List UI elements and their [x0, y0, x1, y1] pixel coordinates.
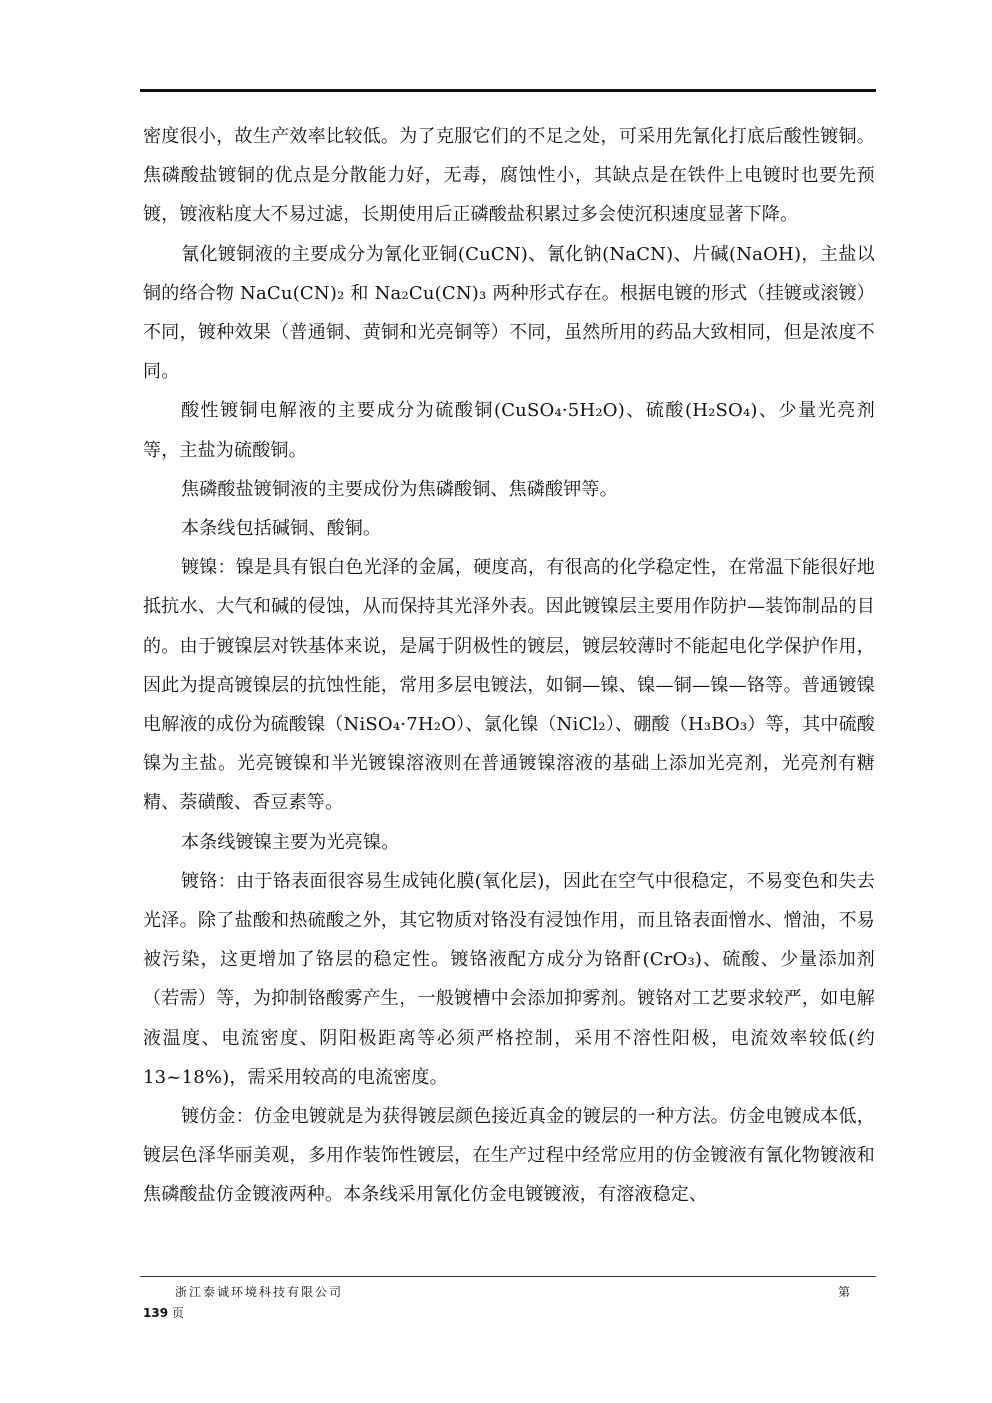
footer-page-prefix: 第 [838, 1285, 851, 1299]
paragraph: 镀镍：镍是具有银白色光泽的金属，硬度高，有很高的化学稳定性，在常温下能很好地抵抗水、大气和碱的侵蚀，从而保持其光泽外表。因此镀镍层主要用作防护—装饰制品的目的。由于镀镍层对铁基体来说，是属于阴极性的镀层，镀层较薄时不能起电化学保护作用，因此为提高镀镍层的抗蚀性能，常用多层电镀法，如铜—镍、镍—铜—镍—铬等。普通镀镍电解液的成份为硫酸镍（NiSO₄·7H₂O）、氯化镍（NiCl₂）、硼酸（H₃BO₃）等，其中硫酸镍为主盐。光亮镀镍和半光镀镍溶液则在普通镀镍溶液的基础上添加光亮剂，光亮剂有糖精、萘磺酸、香豆素等。 [143, 557, 875, 814]
paragraph: 氰化镀铜液的主要成分为氰化亚铜(CuCN)、氰化钠(NaCN)、片碱(NaOH)，主盐以铜的络合物 NaCu(CN)₂ 和 Na₂Cu(CN)₃ 两种形式存在。根据电镀的形式（挂镀或滚镀）不同，镀种效果（普通铜、黄铜和光亮铜等）不同，虽然所用的药品大致相同，但是浓度不同。 [143, 243, 875, 383]
paragraph: 密度很小，故生产效率比较低。为了克服它们的不足之处，可采用先氰化打底后酸性镀铜。焦磷酸盐镀铜的优点是分散能力好，无毒，腐蚀性小，其缺点是在铁件上电镀时也要先预镀，镀液粘度大不易过滤，长期使用后正磷酸盐积累过多会使沉积速度显著下降。 [143, 126, 875, 226]
paragraph: 焦磷酸盐镀铜液的主要成份为焦磷酸铜、焦磷酸钾等。 [181, 478, 618, 500]
paragraph: 酸性镀铜电解液的主要成分为硫酸铜(CuSO₄·5H₂O)、硫酸(H₂SO₄)、少量光亮剂等，主盐为硫酸铜。 [143, 400, 875, 461]
paragraph: 镀仿金：仿金电镀就是为获得镀层颜色接近真金的镀层的一种方法。仿金电镀成本低，镀层色泽华丽美观，多用作装饰性镀层，在生产过程中经常应用的仿金镀液有氰化物镀液和焦磷酸盐仿金镀液两种。本条线采用氰化仿金电镀镀液，有溶液稳定、 [143, 1106, 875, 1206]
document-body [143, 117, 875, 1215]
header-rule [140, 89, 876, 92]
paragraph: 本条线镀镍主要为光亮镍。 [181, 831, 400, 853]
footer-company: 浙江泰诚环境科技有限公司 [175, 1285, 344, 1299]
page-number: 139 [143, 1306, 169, 1320]
paragraph: 本条线包括碱铜、酸铜。 [181, 518, 382, 540]
footer-page-number [143, 1304, 184, 1321]
paragraph: 镀铬：由于铬表面很容易生成钝化膜(氧化层)，因此在空气中很稳定，不易变色和失去光泽。除了盐酸和热硫酸之外，其它物质对铬没有浸蚀作用，而且铬表面憎水、憎油，不易被污染，这更增加了铬层的稳定性。镀铬液配方成分为铬酐(CrO₃)、硫酸、少量添加剂（若需）等，为抑制铬酸雾产生，一般镀槽中会添加抑雾剂。镀铬对工艺要求较严，如电解液温度、电流密度、阴阳极距离等必须严格控制，采用不溶性阳极，电流效率较低(约 13~18%)，需采用较高的电流密度。 [143, 870, 875, 1088]
page-suffix: 页 [171, 1306, 184, 1320]
footer-rule [140, 1276, 876, 1277]
